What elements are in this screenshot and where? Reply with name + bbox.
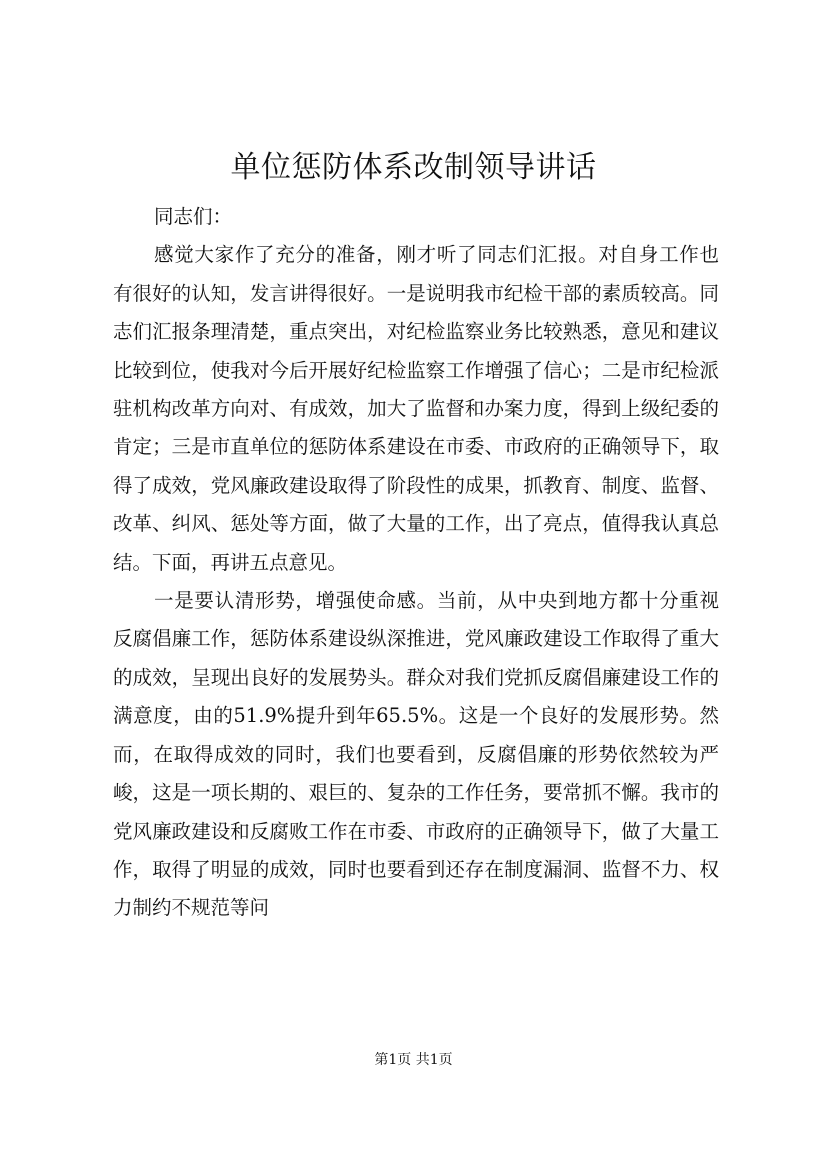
salutation: 同志们： [154,205,233,228]
document-body [113,198,719,928]
paragraph-2: 一是要认清形势，增强使命感。当前，从中央到地方都十分重视反腐倡廉工作，惩防体系建设纵深推进，党风廉政建设工作取得了重大的成效，呈现出良好的发展势头。群众对我们党抓反腐倡廉建设工作的满意度，由的51.9%提升到年65.5%。这是一个良好的发展形势。然而，在取得成效的同时，我们也要看到，反腐倡廉的形势依然较为严峻，这是一项长期的、艰巨的、复杂的工作任务，要常抓不懈。我市的党风廉政建设和反腐败工作在市委、市政府的正确领导下，做了大量工作，取得了明显的成效，同时也要看到还存在制度漏洞、监督不力、权力制约不规范等问 [113,589,719,920]
paragraph-1: 感觉大家作了充分的准备，刚才听了同志们汇报。对自身工作也有很好的认知，发言讲得很好。一是说明我市纪检干部的素质较高。同志们汇报条理清楚，重点突出，对纪检监察业务比较熟悉，意见和建议比较到位，使我对今后开展好纪检监察工作增强了信心；二是市纪检派驻机构改革方向对、有成效，加大了监督和办案力度，得到上级纪委的肯定；三是市直单位的惩防体系建设在市委、市政府的正确领导下，取得了成效，党风廉政建设取得了阶段性的成果，抓教育、制度、监督、改革、纠风、惩处等方面，做了大量的工作，出了亮点，值得我认真总结。下面，再讲五点意见。 [113,243,719,574]
document-title: 单位惩防体系改制领导讲话 [230,150,597,185]
page-footer: 第1页 共1页 [374,1052,453,1068]
